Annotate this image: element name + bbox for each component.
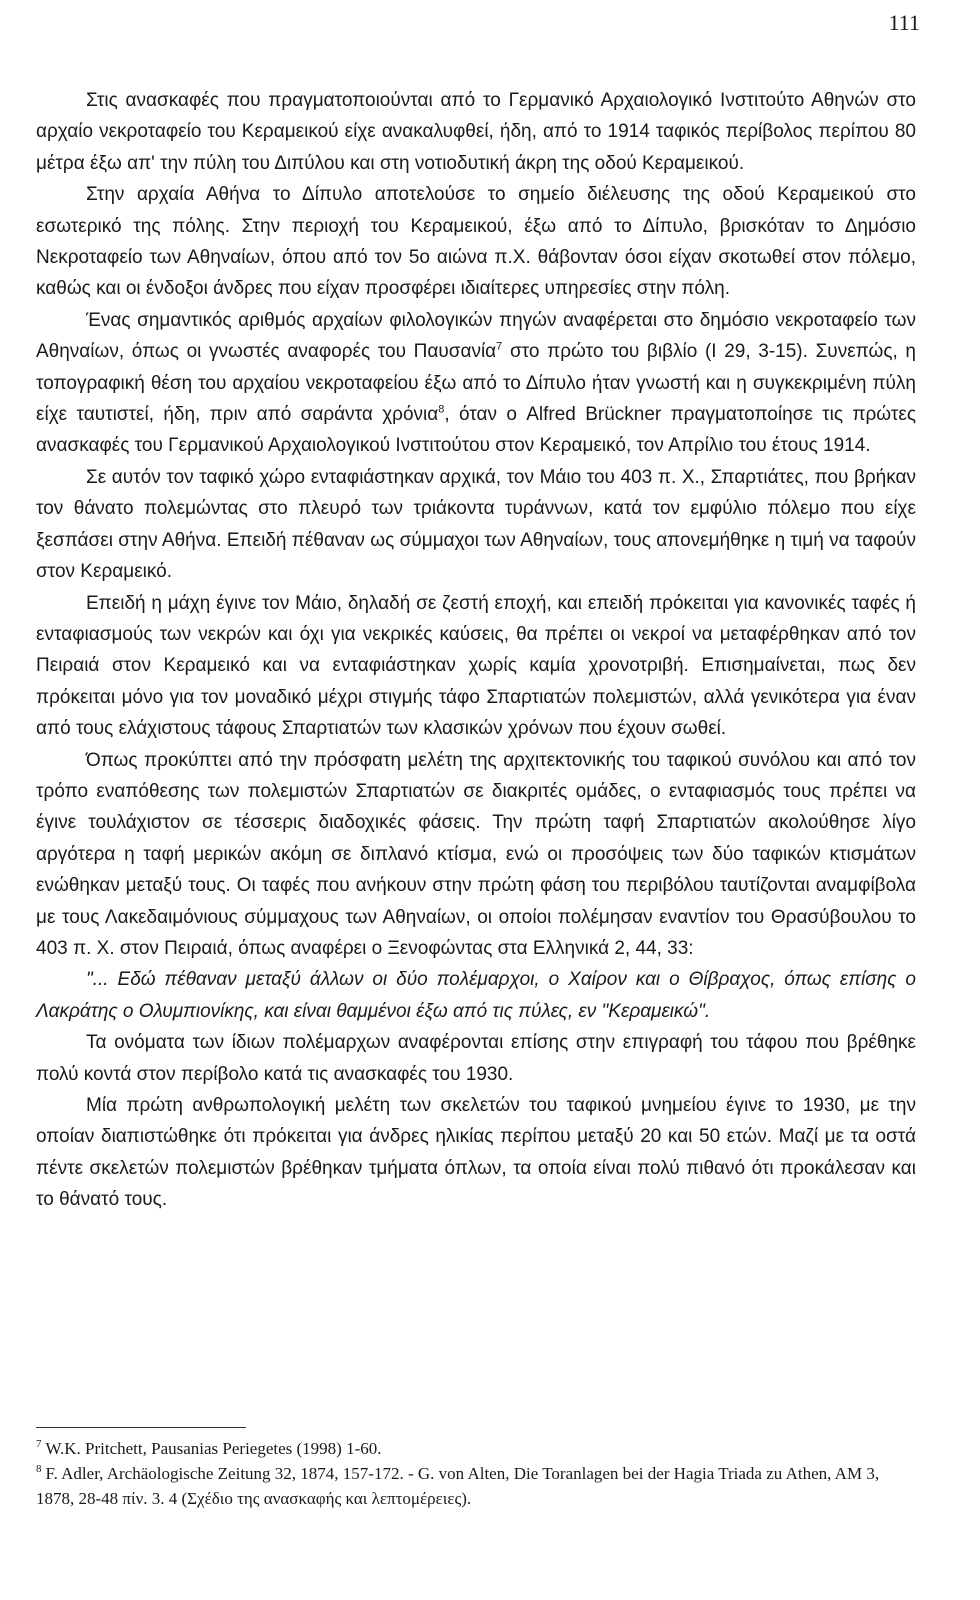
footnote-text: F. Adler, Archäologische Zeitung 32, 1874, 157-172. - G. von Alten, Die Toranlagen bei der Hagia Triada zu Athen, AM 3, 1878, 28-48 πίν. 3. 4 (Σχέδιο της ανασκαφής και λεπτομέρειες). <box>36 1464 880 1508</box>
footnote-text: W.K. Pritchett, Pausanias Periegetes (1998) 1-60. <box>45 1439 382 1458</box>
footnote-mark: 7 <box>36 1438 42 1451</box>
footnote-ref-7[interactable]: 7 <box>496 340 503 353</box>
paragraph-3-part-3: , όταν ο Alfred Brückner πραγματοποίησε τις πρώτες ανασκαφές του Γερμανικού Αρχαιολογικού Ινστιτούτου στον Κεραμεικό, τον Απρίλιο του έτους 1914. <box>36 404 916 457</box>
footnotes <box>36 1436 916 1511</box>
paragraph-8: Μία πρώτη ανθρωπολογική μελέτη των σκελετών του ταφικού μνημείου έγινε το 1930, με την οποίαν διαπιστώθηκε ότι πρόκειται για άνδρες ηλικίας περίπου μεταξύ 20 και 50 ετών. Μαζί με τα οστά πέντε σκελετών πολεμιστών βρέθηκαν τμήματα όπλων, τα οποία είναι πολύ πιθανό ότι προκάλεσαν και το θάνατό τους. <box>36 1095 916 1211</box>
paragraph-5: Επειδή η μάχη έγινε τον Μάιο, δηλαδή σε ζεστή εποχή, και επειδή πρόκειται για κανονικές ταφές ή ενταφιασμούς των νεκρών και όχι για νεκρικές καύσεις, θα πρέπει οι νεκροί να μεταφέρθηκαν από τον Πειραιά στον Κεραμεικό και να ενταφιάστηκαν χωρίς καμία χρονοτριβή. Επισημαίνεται, πως δεν πρόκειται μόνο για τον μοναδικό μέχρι στιγμής τάφο Σπαρτιατών πολεμιστών, αλλά γενικότερα για έναν από τους ελάχιστους τάφους Σπαρτιατών των κλασικών χρόνων που έχουν σωθεί. <box>36 592 916 740</box>
paragraph-6: Όπως προκύπτει από την πρόσφατη μελέτη της αρχιτεκτονικής του ταφικού συνόλου και από τον τρόπο εναπόθεσης των πολεμιστών Σπαρτιατών σε διακριτές ομάδες, ο ενταφιασμός τους πρέπει να έγινε τουλάχιστον σε τέσσερις διαδοχικές φάσεις. Την πρώτη ταφή Σπαρτιατών ακολούθησε λίγο αργότερα η ταφή μερικών ακόμη σε διπλανό κτίσμα, ενώ οι προσόψεις των δύο ταφικών κτισμάτων ενώθηκαν μεταξύ τους. Οι ταφές που ανήκουν στην πρώτη φάση του περιβόλου ταυτίζονται αναμφίβολα με τους Λακεδαιμόνιους σύμμαχους των Αθηναίων, οι οποίοι πολέμησαν εναντίον του Θρασύβουλου το 403 π. Χ. στον Πειραιά, όπως αναφέρει ο Ξενοφώντας στα Ελληνικά 2, 44, 33: <box>36 749 916 959</box>
paragraph-3 <box>36 305 916 462</box>
footnote-divider <box>36 1427 246 1428</box>
paragraph-1: Στις ανασκαφές που πραγματοποιούνται από το Γερμανικό Αρχαιολογικό Ινστιτούτο Αθηνών στο αρχαίο νεκροταφείο του Κεραμεικού είχε ανακαλυφθεί, ήδη, από το 1914 ταφικός περίβολος περίπου 80 μέτρα έξω απ' την πύλη του Διπύλου και στη νοτιοδυτική άκρη της οδού Κεραμεικού. <box>36 90 916 174</box>
paragraph-3-part-2: στο πρώτο του βιβλίο (I 29, 3-15). Συνεπώς, η τοπογραφική θέση του αρχαίου νεκροταφείου έξω από το Δίπυλο ήταν γνωστή και η συγκεκριμένη πύλη είχε ταυτιστεί, ήδη, πριν από σαράντα χρόνια <box>36 341 917 426</box>
footnote-mark: 8 <box>36 1463 42 1476</box>
paragraph-2: Στην αρχαία Αθήνα το Δίπυλο αποτελούσε το σημείο διέλευσης της οδού Κεραμεικού στο εσωτερικό της πόλης. Στην περιοχή του Κεραμεικού, έξω από το Δίπυλο, βρισκόταν το Δημόσιο Νεκροταφείο των Αθηναίων, όπου από τον 5ο αιώνα π.Χ. θάβονταν όσοι είχαν σκοτωθεί στον πόλεμο, καθώς και οι ένδοξοι άνδρες που είχαν προσφέρει ιδιαίτερες υπηρεσίες στην πόλη. <box>36 184 916 300</box>
quotation: "... Εδώ πέθαναν μεταξύ άλλων οι δύο πολέμαρχοι, ο Χαίρον και ο Θίβραχος, όπως επίσης ο Λακράτης ο Ολυμπιονίκης, και είναι θαμμένοι έξω από τις πύλες, εν "Κεραμεικώ". <box>36 969 916 1022</box>
page-number: 111 <box>888 10 920 35</box>
footnote-7 <box>36 1436 916 1461</box>
paragraph-3-part-1: Ένας σημαντικός αριθμός αρχαίων φιλολογικών πηγών αναφέρεται στο δημόσιο νεκροταφείο των Αθηναίων, όπως οι γνωστές αναφορές του Παυσανία <box>36 309 916 363</box>
paragraph-4: Σε αυτόν τον ταφικό χώρο ενταφιάστηκαν αρχικά, τον Μάιο του 403 π. Χ., Σπαρτιάτες, που βρήκαν τον θάνατο πολεμώντας στο πλευρό των τριάκοντα τυράννων, κατά τον εμφύλιο πόλεμο που είχε ξεσπάσει στην Αθήνα. Επειδή πέθαναν ως σύμμαχοι των Αθηναίων, τους απονεμήθηκε η τιμή να ταφούν στον Κεραμεικό. <box>36 466 916 583</box>
footnote-ref-8[interactable]: 8 <box>438 403 445 416</box>
paragraph-7: Τα ονόματα των ίδιων πολέμαρχων αναφέρονται επίσης στην επιγραφή του τάφου που βρέθηκε πολύ κοντά στον περίβολο κατά τις ανασκαφές του 1930. <box>36 1032 916 1085</box>
footnote-8 <box>36 1461 916 1511</box>
main-text <box>36 85 916 1216</box>
